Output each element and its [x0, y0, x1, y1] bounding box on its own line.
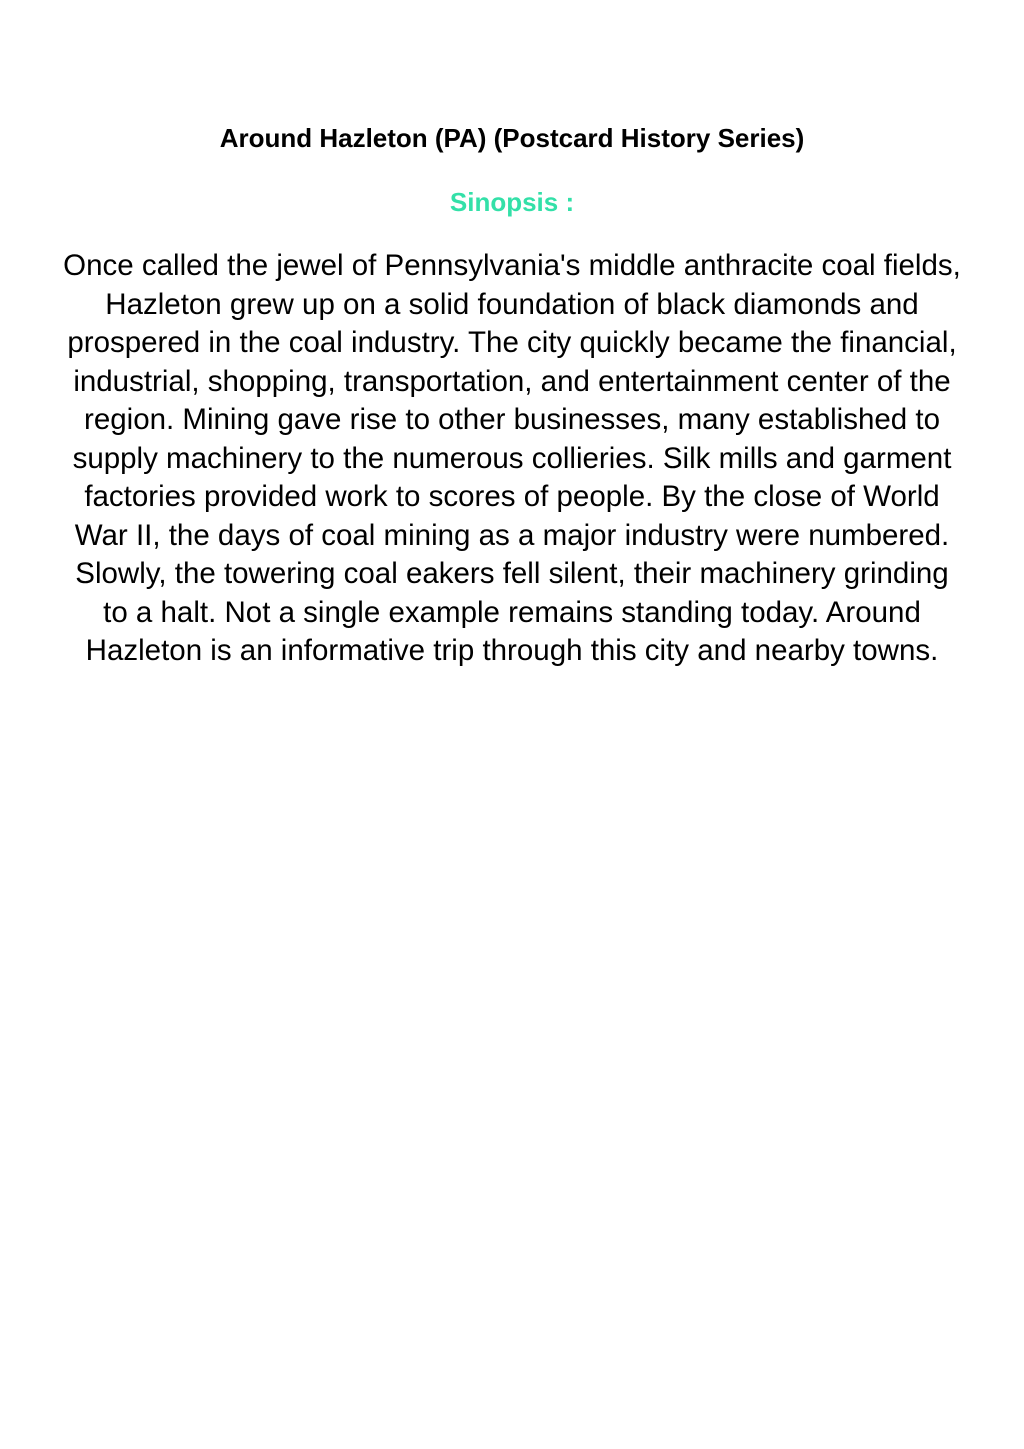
synopsis-text: Once called the jewel of Pennsylvania's middle anthracite coal fields, Hazleton grew up on a solid foundation of black diamonds and prospered in the coal industry. The city quickly became the financial, industrial, shopping, transportation, and entertainment center of the region. Mining gave rise to other businesses, many established to supply machinery to the numerous collieries. Silk mills and garment factories provided work to scores of people. By the close of World War II, the days of coal mining as a major industry were numbered. Slowly, the towering coal eakers fell silent, their machinery grinding to a halt. Not a single example remains standing today. Around Hazleton is an informative trip through this city and nearby towns.: [63, 249, 961, 667]
synopsis-heading: Sinopsis :: [449, 187, 575, 217]
book-title: Around Hazleton (PA) (Postcard History Series): [219, 123, 805, 153]
